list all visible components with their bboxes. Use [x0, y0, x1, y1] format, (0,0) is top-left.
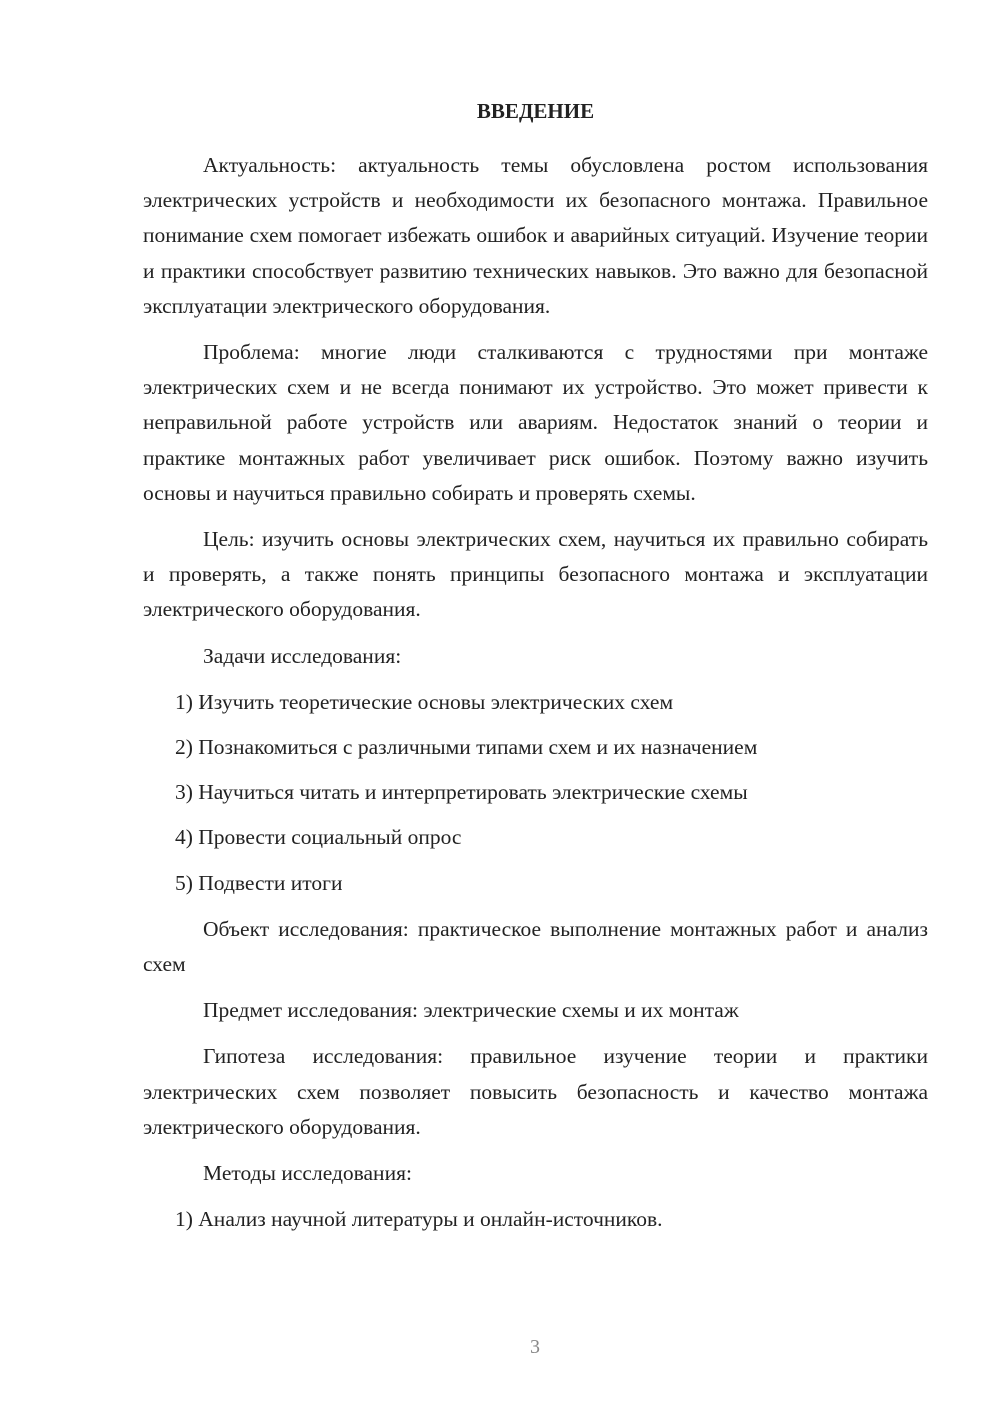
tasks-heading: Задачи исследования:	[203, 643, 402, 668]
page-number: 3	[530, 1336, 540, 1358]
paragraph-problem: Проблема: многие люди сталкиваются с трудностями при монтаже электрических схем и не всегда понимают их устройство. Это может привести к неправильной работе устройств или авариям. Недостаток знаний о теории и практике монтажных работ увеличивает риск ошибок. Поэтому важно изучить основы и научиться правильно собирать и проверять схемы.	[143, 340, 928, 505]
list-item-task: 5) Подвести итоги	[175, 870, 343, 895]
paragraph-relevance: Актуальность: актуальность темы обусловлена ростом использования электрических устройств и необходимости их безопасного монтажа. Правильное понимание схем помогает избежать ошибок и аварийных ситуаций. Изучение теории и практики способствует развитию технических навыков. Это важно для безопасной эксплуатации электрического оборудования.	[143, 153, 928, 318]
list-item-task: 1) Изучить теоретические основы электрических схем	[175, 689, 674, 714]
list-item-method: 1) Анализ научной литературы и онлайн-источников.	[175, 1207, 663, 1232]
paragraph-hypothesis: Гипотеза исследования: правильное изучение теории и практики электрических схем позволяет повысить безопасность и качество монтажа электрического оборудования.	[143, 1044, 928, 1139]
methods-heading: Методы исследования:	[203, 1161, 412, 1186]
list-item-task: 3) Научиться читать и интерпретировать электрические схемы	[175, 780, 748, 805]
section-title: ВВЕДЕНИЕ	[476, 99, 595, 123]
list-item-task: 2) Познакомиться с различными типами схем и их назначением	[175, 735, 758, 760]
paragraph-subject: Предмет исследования: электрические схемы и их монтаж	[203, 998, 739, 1023]
list-item-task: 4) Провести социальный опрос	[175, 825, 462, 850]
paragraph-object: Объект исследования: практическое выполнение монтажных работ и анализ схем	[143, 916, 928, 977]
paragraph-goal: Цель: изучить основы электрических схем, научиться их правильно собирать и проверять, а также понять принципы безопасного монтажа и эксплуатации электрического оборудования.	[143, 527, 928, 622]
page-content	[143, 98, 928, 1237]
